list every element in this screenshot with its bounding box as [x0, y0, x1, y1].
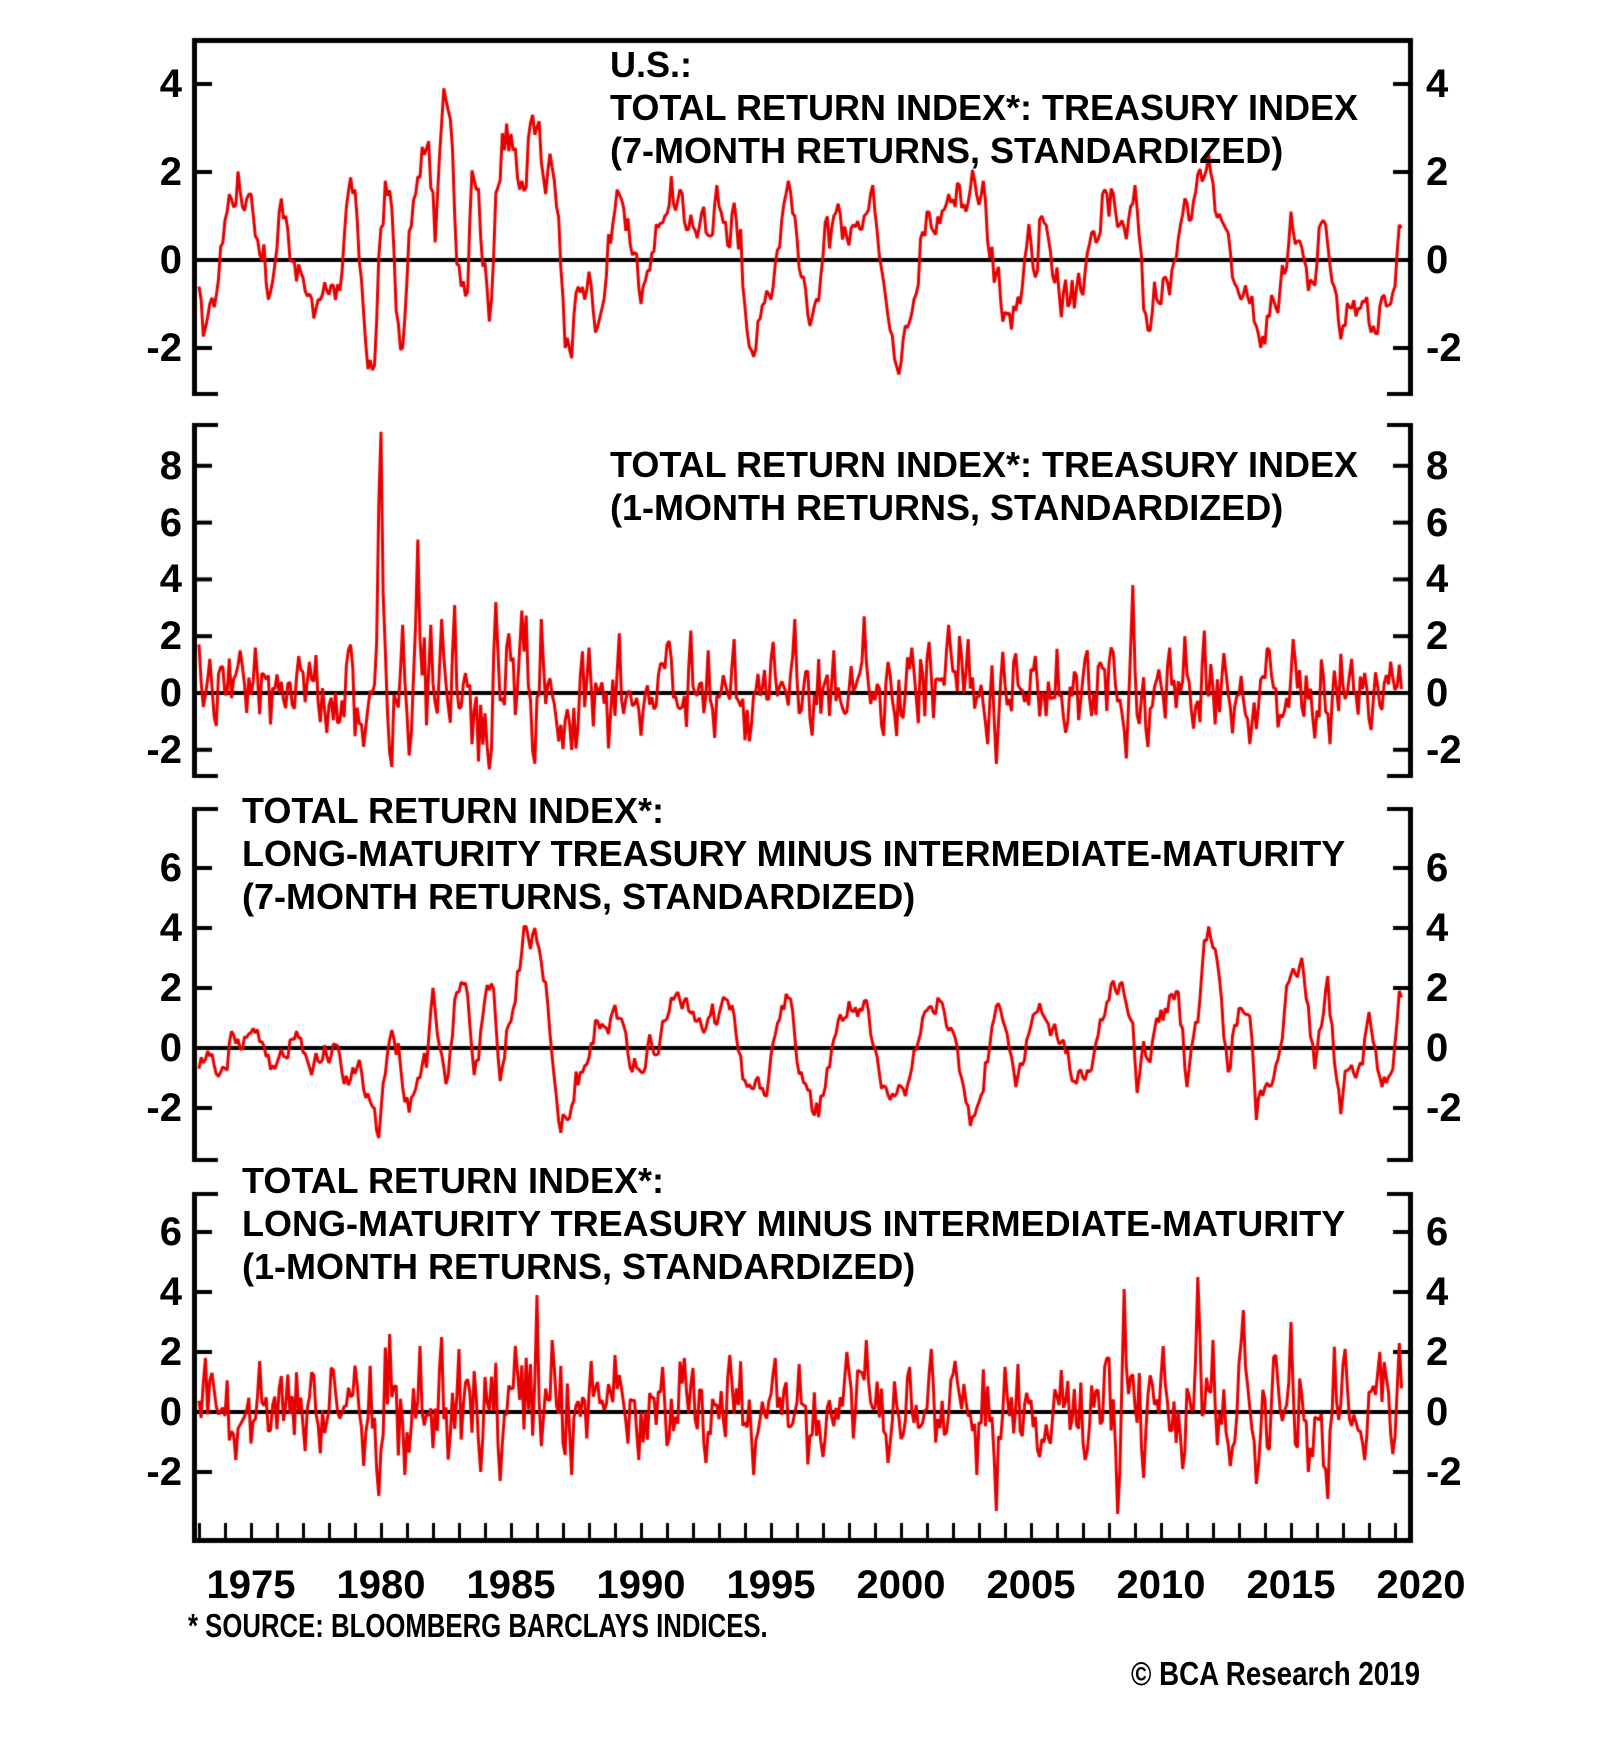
y-tick-label-left: 0 — [159, 671, 182, 715]
y-tick-label-left: 4 — [159, 1270, 182, 1314]
x-tick-label: 2005 — [986, 1563, 1076, 1607]
x-tick-label: 2015 — [1246, 1563, 1336, 1607]
y-tick-label-left: 0 — [159, 238, 182, 282]
y-tick-label-right: 4 — [1426, 1270, 1449, 1314]
panel-3-title — [242, 789, 1345, 918]
panel-4-title-line: (1-MONTH RETURNS, STANDARDIZED) — [242, 1246, 916, 1287]
y-tick-label-left: 2 — [159, 1330, 182, 1374]
y-tick-label-right: 6 — [1426, 846, 1449, 890]
y-tick-label-left: 0 — [159, 1390, 182, 1434]
y-tick-label-right: 4 — [1426, 557, 1449, 602]
x-tick-label: 1990 — [596, 1563, 686, 1607]
panel-1-title-line: U.S.: — [610, 44, 693, 85]
y-tick-label-left: -2 — [146, 326, 182, 370]
panel-4-title-line: LONG-MATURITY TREASURY MINUS INTERMEDIATE-MATURITY — [242, 1203, 1346, 1244]
panel-3-title-line: (7-MONTH RETURNS, STANDARDIZED) — [242, 876, 916, 917]
x-tick-label: 2020 — [1376, 1563, 1466, 1607]
panel-3-title-line: LONG-MATURITY TREASURY MINUS INTERMEDIATE-MATURITY — [242, 833, 1346, 874]
x-tick-label: 1985 — [466, 1563, 556, 1607]
y-tick-label-right: 2 — [1426, 150, 1449, 194]
source-footnote: * SOURCE: BLOOMBERG BARCLAYS INDICES. — [188, 1607, 768, 1644]
y-tick-label-right: 2 — [1426, 966, 1449, 1010]
y-tick-label-right: -2 — [1426, 727, 1462, 772]
copyright: © BCA Research 2019 — [1130, 1655, 1420, 1692]
y-tick-label-right: 2 — [1426, 614, 1449, 659]
panel-4-title-line: TOTAL RETURN INDEX*: — [242, 1160, 665, 1201]
x-tick-label: 1995 — [726, 1563, 816, 1607]
y-tick-label-left: -2 — [146, 727, 182, 772]
y-tick-label-left: 2 — [159, 150, 182, 194]
y-tick-label-left: -2 — [146, 1450, 182, 1494]
panel-4-title — [242, 1159, 1345, 1288]
y-tick-label-left: 4 — [159, 62, 182, 106]
panel-1-title-line: (7-MONTH RETURNS, STANDARDIZED) — [610, 130, 1284, 171]
panel-1-title-line: TOTAL RETURN INDEX*: TREASURY INDEX — [610, 87, 1359, 128]
y-tick-label-right: -2 — [1426, 1450, 1462, 1494]
y-tick-label-right: 4 — [1426, 62, 1449, 106]
y-tick-label-right: 2 — [1426, 1330, 1449, 1374]
y-tick-label-left: 6 — [159, 1210, 182, 1254]
x-tick-label: 2000 — [856, 1563, 946, 1607]
y-tick-label-left: 4 — [159, 557, 182, 602]
y-tick-label-left: 2 — [159, 614, 182, 659]
panel-3-title-line: TOTAL RETURN INDEX*: — [242, 790, 665, 831]
x-tick-label: 1975 — [206, 1563, 296, 1607]
y-tick-label-right: 6 — [1426, 1210, 1449, 1254]
panel-2-title-line: (1-MONTH RETURNS, STANDARDIZED) — [610, 487, 1284, 528]
y-tick-label-right: 0 — [1426, 238, 1449, 282]
y-tick-label-left: 0 — [159, 1026, 182, 1070]
y-tick-label-right: 0 — [1426, 671, 1449, 715]
y-tick-label-right: 0 — [1426, 1390, 1449, 1434]
y-tick-label-left: 6 — [159, 500, 182, 545]
x-tick-label: 1980 — [336, 1563, 426, 1607]
y-tick-label-right: -2 — [1426, 326, 1462, 370]
y-tick-label-left: 6 — [159, 846, 182, 890]
panel-1-title — [610, 43, 1358, 172]
y-tick-label-right: 6 — [1426, 500, 1449, 545]
x-tick-label: 2010 — [1116, 1563, 1206, 1607]
panel-2-title-line: TOTAL RETURN INDEX*: TREASURY INDEX — [610, 444, 1359, 485]
y-tick-label-left: 8 — [159, 443, 182, 488]
panel-2-title — [610, 443, 1358, 529]
y-tick-label-right: 8 — [1426, 443, 1449, 488]
y-tick-label-right: -2 — [1426, 1086, 1462, 1130]
y-tick-label-left: 2 — [159, 966, 182, 1010]
y-tick-label-left: 4 — [159, 906, 182, 950]
y-tick-label-left: -2 — [146, 1086, 182, 1130]
y-tick-label-right: 4 — [1426, 906, 1449, 950]
y-tick-label-right: 0 — [1426, 1026, 1449, 1070]
